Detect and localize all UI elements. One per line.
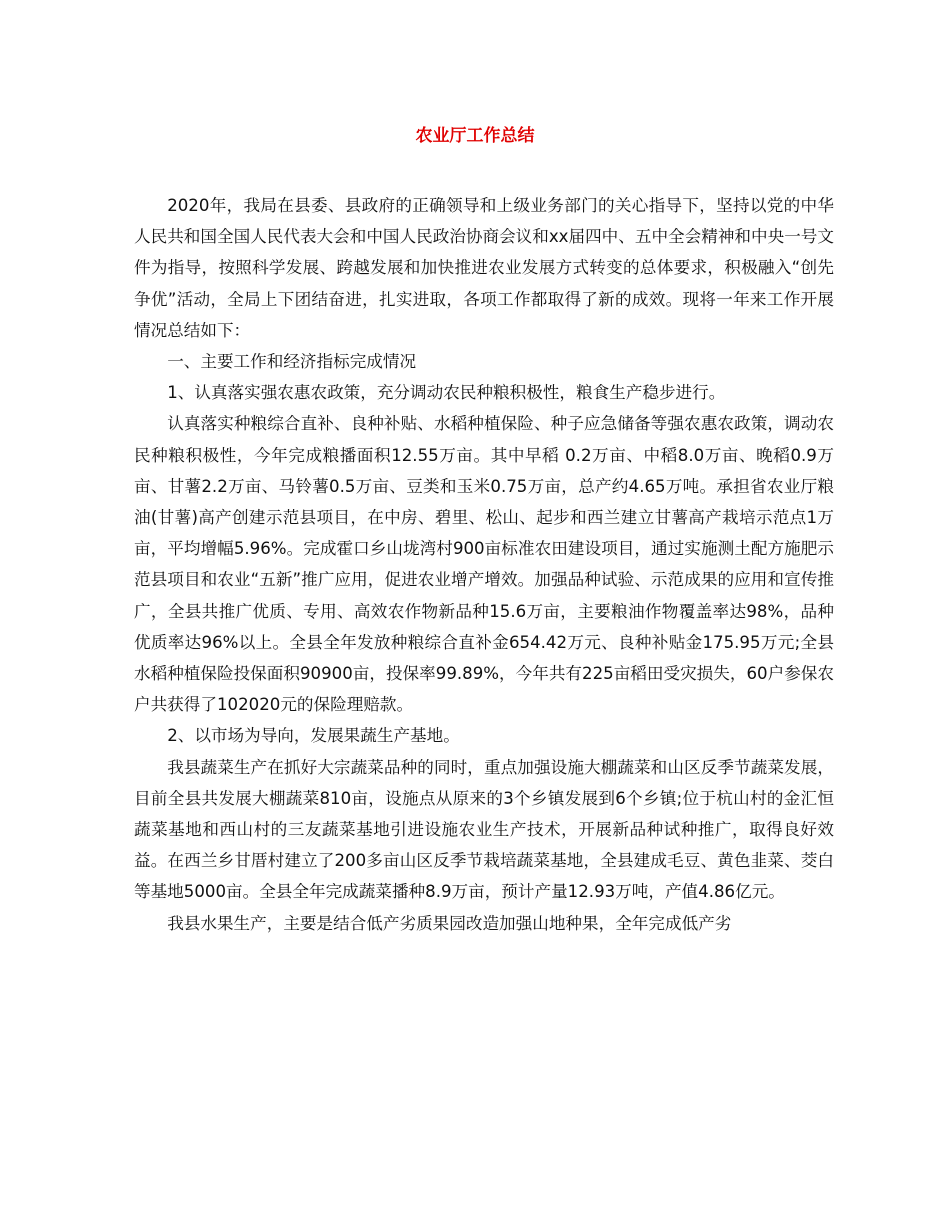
subheading-fruit-vegetable: 2、以市场为导向，发展果蔬生产基地。: [167, 726, 460, 746]
document-body: [134, 190, 834, 939]
paragraph-vegetable-production: 我县蔬菜生产在抓好大宗蔬菜品种的同时，重点加强设施大棚蔬菜和山区反季节蔬菜发展，目前全县共发展大棚蔬菜810亩，设施点从原来的3个乡镇发展到6个乡镇;位于杭山村的金汇恒蔬菜基地和西山村的三友蔬菜基地引进设施农业生产技术，开展新品种试种推广，取得良好效益。在西兰乡甘厝村建立了200多亩山区反季节栽培蔬菜基地，全县建成毛豆、黄色韭菜、茭白等基地5000亩。全县全年完成蔬菜播种8.9万亩，预计产量12.93万吨，产值4.86亿元。: [134, 757, 834, 902]
paragraph-grain-production: 认真落实种粮综合直补、良种补贴、水稻种植保险、种子应急储备等强农惠农政策，调动农民种粮积极性，今年完成粮播面积12.55万亩。其中早稻 0.2万亩、中稻8.0万亩、晚稻0.9万亩、甘薯2.2万亩、马铃薯0.5万亩、豆类和玉米0.75万亩，总产约4.65万吨。承担省农业厅粮油(甘薯)高产创建示范县项目，在中房、碧里、松山、起步和西兰建立甘薯高产栽培示范点1万亩，平均增幅5.96%。完成霍口乡山垅湾村900亩标准农田建设项目，通过实施测土配方施肥示范县项目和农业“五新”推广应用，促进农业增产增效。加强品种试验、示范成果的应用和宣传推广，全县共推广优质、专用、高效农作物新品种15.6万亩，主要粮油作物覆盖率达98%，品种优质率达96%以上。全县全年发放种粮综合直补金654.42万元、良种补贴金175.95万元;全县水稻种植保险投保面积90900亩，投保率99.89%，今年共有225亩稻田受灾损失，60户参保农户共获得了102020元的保险理赔款。: [134, 414, 834, 715]
document-title: 农业厅工作总结: [415, 126, 535, 146]
subheading-grain-policy: 1、认真落实强农惠农政策，充分调动农民种粮积极性，粮食生产稳步进行。: [167, 383, 726, 403]
paragraph-fruit-production: 我县水果生产，主要是结合低产劣质果园改造加强山地种果，全年完成低产劣: [167, 913, 732, 933]
section-heading-main-work: 一、主要工作和经济指标完成情况: [167, 352, 417, 372]
paragraph-intro: 2020年，我局在县委、县政府的正确领导和上级业务部门的关心指导下，坚持以党的中华人民共和国全国人民代表大会和中国人民政治协商会议和xx届四中、五中全会精神和中央一号文件为指导，按照科学发展、跨越发展和加快推进农业发展方式转变的总体要求，积极融入“创先争优”活动，全局上下团结奋进，扎实进取，各项工作都取得了新的成效。现将一年来工作开展情况总结如下：: [134, 196, 834, 340]
